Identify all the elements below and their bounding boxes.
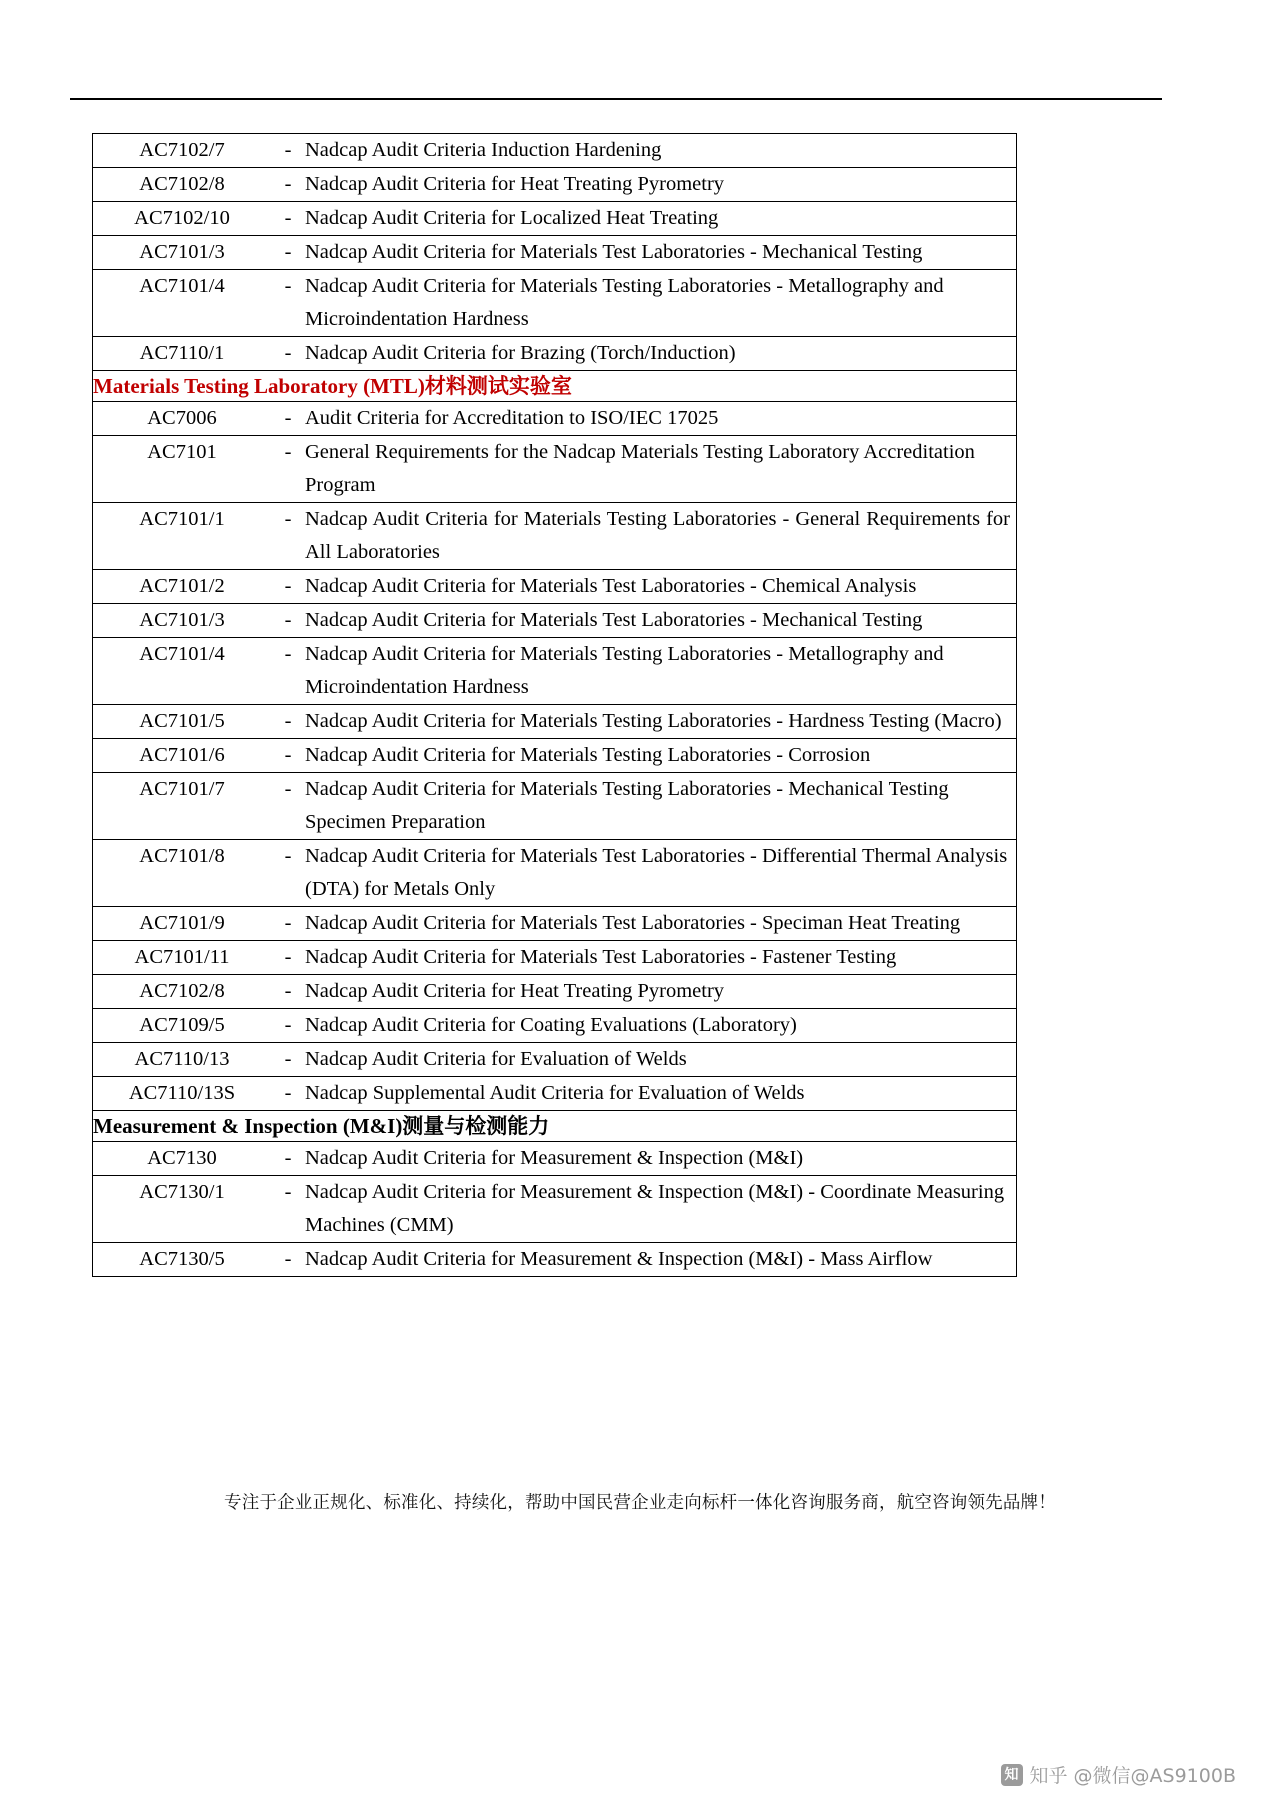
separator-dash: - (284, 643, 292, 665)
audit-criteria-table (92, 133, 1017, 1277)
entry-cell (93, 402, 1017, 436)
table-row (93, 638, 1017, 705)
separator-dash: - (284, 845, 292, 867)
entry-cell (93, 1009, 1017, 1043)
entry-cell (93, 941, 1017, 975)
separator-dash: - (284, 609, 292, 631)
document-code: AC7102/8 (139, 173, 225, 195)
document-description: General Requirements for the Nadcap Materials Testing Laboratory Accreditation Program (305, 441, 975, 496)
document-description: Nadcap Audit Criteria for Materials Test Laboratories - Differential Thermal Analysis (DTA) for Metals Only (305, 845, 1008, 900)
table-row (93, 1243, 1017, 1277)
document-description: Nadcap Audit Criteria for Measurement & Inspection (M&I) (305, 1147, 804, 1169)
document-code: AC7006 (147, 407, 217, 429)
document-code: AC7101 (147, 441, 217, 463)
document-code: AC7110/13S (128, 1082, 236, 1104)
table-row (93, 604, 1017, 638)
document-code: AC7101/2 (139, 575, 225, 597)
entry-cell (93, 570, 1017, 604)
entry-cell (93, 840, 1017, 907)
document-code: AC7101/3 (139, 609, 225, 631)
entry-line (93, 402, 1016, 435)
watermark-text: 知乎 @微信@AS9100B (1029, 1765, 1236, 1787)
entry-cell (93, 1043, 1017, 1077)
separator-dash: - (284, 1181, 292, 1203)
entry-cell (93, 975, 1017, 1009)
separator-dash: - (284, 778, 292, 800)
separator-dash: - (284, 946, 292, 968)
entry-line (93, 1243, 1016, 1276)
separator-dash: - (284, 441, 292, 463)
document-description: Nadcap Audit Criteria for Evaluation of Welds (305, 1048, 687, 1070)
document-code: AC7130/1 (139, 1181, 225, 1203)
entry-cell (93, 1077, 1017, 1111)
section-header-row (93, 371, 1017, 402)
document-code: AC7101/9 (139, 912, 225, 934)
table-row (93, 503, 1017, 570)
entry-cell (93, 134, 1017, 168)
footer-note: 专注于企业正规化、标准化、持续化，帮助中国民营企业走向标杆一体化咨询服务商，航空咨询领先品牌！ (224, 1493, 1056, 1513)
table-row (93, 570, 1017, 604)
entry-cell (93, 739, 1017, 773)
document-code: AC7101/7 (139, 778, 225, 800)
document-description: Nadcap Audit Criteria for Coating Evaluations (Laboratory) (305, 1014, 797, 1036)
table-row (93, 705, 1017, 739)
entry-line (93, 975, 1016, 1008)
document-description: Nadcap Audit Criteria for Materials Testing Laboratories - Metallography and Microindentation Hardness (305, 275, 944, 330)
entry-line (93, 202, 1016, 235)
entry-line (93, 134, 1016, 167)
separator-dash: - (284, 139, 292, 161)
document-code: AC7102/7 (139, 139, 225, 161)
entry-cell (93, 604, 1017, 638)
document-description: Nadcap Audit Criteria for Materials Testing Laboratories - Metallography and Microindentation Hardness (305, 643, 944, 698)
separator-dash: - (284, 241, 292, 263)
document-code: AC7109/5 (139, 1014, 225, 1036)
table-row (93, 1077, 1017, 1111)
document-description: Nadcap Audit Criteria for Brazing (Torch/Induction) (305, 342, 736, 364)
document-description: Nadcap Supplemental Audit Criteria for Evaluation of Welds (305, 1082, 805, 1104)
document-description: Nadcap Audit Criteria Induction Hardening (305, 139, 662, 161)
entry-line (93, 236, 1016, 269)
separator-dash: - (284, 710, 292, 732)
separator-dash: - (284, 342, 292, 364)
document-description: Nadcap Audit Criteria for Heat Treating Pyrometry (305, 173, 725, 195)
separator-dash: - (284, 508, 292, 530)
document-description: Nadcap Audit Criteria for Materials Testing Laboratories - Mechanical Testing Specimen Preparation (305, 778, 949, 833)
table-row (93, 773, 1017, 840)
table-body (93, 134, 1017, 1277)
entry-cell (93, 705, 1017, 739)
zhihu-logo-icon: 知 (1001, 1764, 1023, 1786)
document-description: Nadcap Audit Criteria for Measurement & Inspection (M&I) - Coordinate Measuring Machines (CMM) (305, 1181, 1005, 1236)
table-row (93, 270, 1017, 337)
document-code: AC7102/8 (139, 980, 225, 1002)
entry-line (93, 604, 1016, 637)
entry-cell (93, 1243, 1017, 1277)
separator-dash: - (284, 173, 292, 195)
entry-cell (93, 270, 1017, 337)
separator-dash: - (284, 1014, 292, 1036)
document-code: AC7130 (147, 1147, 217, 1169)
entry-cell (93, 168, 1017, 202)
document-code: AC7101/4 (139, 275, 225, 297)
entry-cell (93, 1142, 1017, 1176)
table-row (93, 1009, 1017, 1043)
entry-line (93, 705, 1016, 738)
document-description: Nadcap Audit Criteria for Materials Test Laboratories - Chemical Analysis (305, 575, 917, 597)
section-header-row (93, 1111, 1017, 1142)
document-description: Nadcap Audit Criteria for Materials Testing Laboratories - Hardness Testing (Macro) (305, 710, 1002, 732)
section-header-cell (93, 1111, 1017, 1142)
document-description: Nadcap Audit Criteria for Materials Test Laboratories - Mechanical Testing (305, 609, 923, 631)
separator-dash: - (284, 575, 292, 597)
entry-line (93, 1009, 1016, 1042)
document-code: AC7101/11 (134, 946, 230, 968)
document-description: Nadcap Audit Criteria for Measurement & Inspection (M&I) - Mass Airflow (305, 1248, 933, 1270)
separator-dash: - (284, 744, 292, 766)
document-code: AC7102/10 (134, 207, 230, 229)
table-row (93, 907, 1017, 941)
document-description: Nadcap Audit Criteria for Materials Testing Laboratories - General Requirements for All Laboratories (305, 508, 1010, 563)
entry-line (93, 436, 1016, 502)
separator-dash: - (284, 912, 292, 934)
header-rule (70, 98, 1162, 100)
watermark (1001, 1761, 1237, 1788)
entry-cell (93, 1176, 1017, 1243)
entry-cell (93, 503, 1017, 570)
document-code: AC7101/1 (139, 508, 225, 530)
entry-line (93, 1142, 1016, 1175)
entry-line (93, 1043, 1016, 1076)
table-row (93, 202, 1017, 236)
document-description: Nadcap Audit Criteria for Localized Heat Treating (305, 207, 719, 229)
entry-cell (93, 907, 1017, 941)
entry-line (93, 337, 1016, 370)
entry-line (93, 907, 1016, 940)
entry-line (93, 739, 1016, 772)
table-row (93, 840, 1017, 907)
document-code: AC7130/5 (139, 1248, 225, 1270)
entry-line (93, 1176, 1016, 1242)
entry-cell (93, 236, 1017, 270)
entry-line (93, 570, 1016, 603)
document-code: AC7101/5 (139, 710, 225, 732)
entry-line (93, 168, 1016, 201)
table-row (93, 134, 1017, 168)
document-description: Nadcap Audit Criteria for Materials Test Laboratories - Mechanical Testing (305, 241, 923, 263)
entry-line (93, 638, 1016, 704)
separator-dash: - (284, 1147, 292, 1169)
document-description: Nadcap Audit Criteria for Materials Testing Laboratories - Corrosion (305, 744, 871, 766)
section-title: Materials Testing Laboratory (MTL)材料测试实验室 (93, 374, 572, 398)
table-row (93, 975, 1017, 1009)
separator-dash: - (284, 1048, 292, 1070)
entry-cell (93, 436, 1017, 503)
document-code: AC7101/3 (139, 241, 225, 263)
separator-dash: - (284, 1082, 292, 1104)
section-header-cell (93, 371, 1017, 402)
table-row (93, 168, 1017, 202)
table-row (93, 941, 1017, 975)
table-row (93, 402, 1017, 436)
document-description: Nadcap Audit Criteria for Materials Test Laboratories - Fastener Testing (305, 946, 897, 968)
document-code: AC7101/8 (139, 845, 225, 867)
entry-cell (93, 773, 1017, 840)
entry-line (93, 503, 1016, 569)
document-code: AC7110/1 (139, 342, 225, 364)
entry-cell (93, 337, 1017, 371)
document-code: AC7110/13 (134, 1048, 230, 1070)
separator-dash: - (284, 275, 292, 297)
entry-line (93, 941, 1016, 974)
table-row (93, 436, 1017, 503)
table-row (93, 337, 1017, 371)
entry-line (93, 270, 1016, 336)
separator-dash: - (284, 1248, 292, 1270)
document-description: Audit Criteria for Accreditation to ISO/IEC 17025 (305, 407, 719, 429)
document-description: Nadcap Audit Criteria for Heat Treating Pyrometry (305, 980, 725, 1002)
entry-line (93, 840, 1016, 906)
table-row (93, 1142, 1017, 1176)
table-row (93, 739, 1017, 773)
section-title: Measurement & Inspection (M&I)测量与检测能力 (93, 1114, 550, 1138)
separator-dash: - (284, 207, 292, 229)
entry-cell (93, 638, 1017, 705)
table-row (93, 1176, 1017, 1243)
entry-cell (93, 202, 1017, 236)
separator-dash: - (284, 407, 292, 429)
table-row (93, 1043, 1017, 1077)
document-code: AC7101/6 (139, 744, 225, 766)
document-code: AC7101/4 (139, 643, 225, 665)
entry-line (93, 773, 1016, 839)
separator-dash: - (284, 980, 292, 1002)
entry-line (93, 1077, 1016, 1110)
table-row (93, 236, 1017, 270)
document-description: Nadcap Audit Criteria for Materials Test Laboratories - Speciman Heat Treating (305, 912, 961, 934)
